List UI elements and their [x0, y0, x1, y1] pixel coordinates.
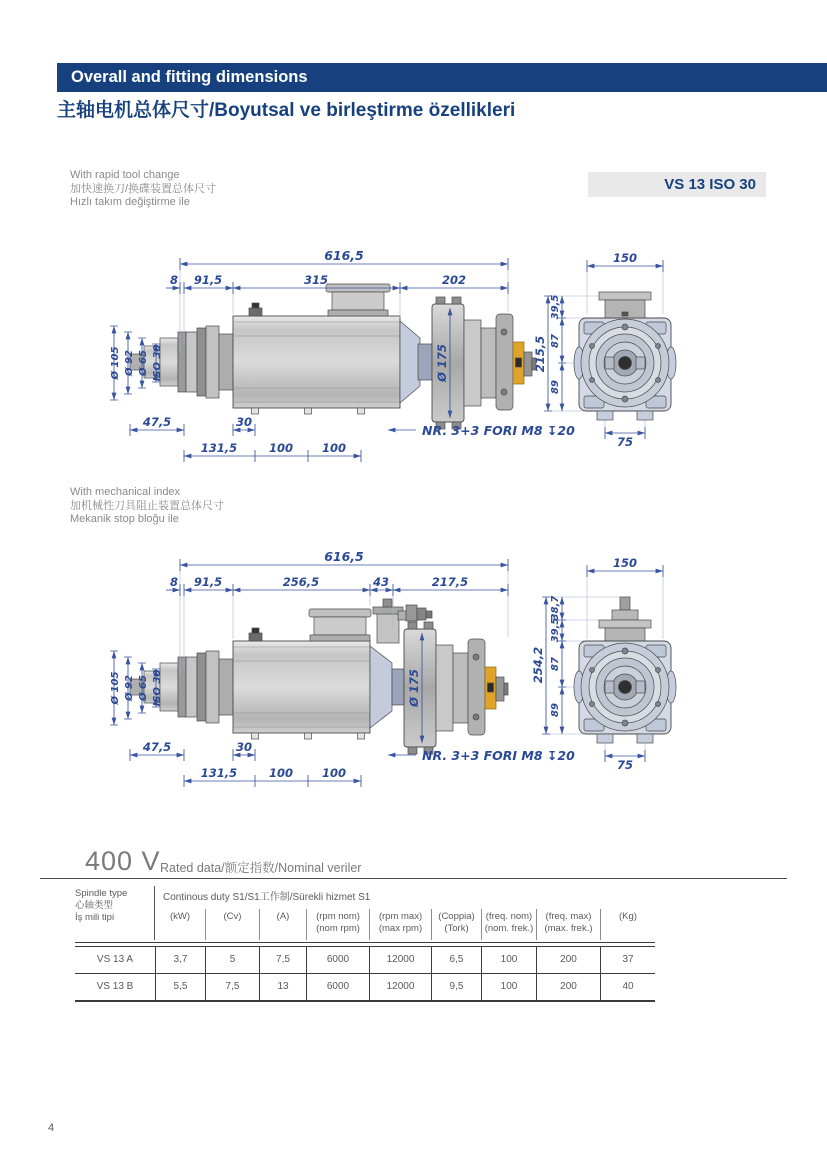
table-row: VS 13 A 3,7 5 7,5 6000 12000 6,5 100 200 37: [75, 947, 655, 974]
side-view-spindle-motor: [130, 599, 508, 754]
dim-base2: 100: [268, 441, 294, 455]
dim-iso30: ISO 30: [152, 344, 163, 382]
dim-front-width: 150: [612, 556, 638, 570]
section-header-bar: [57, 63, 827, 92]
dim-base2: 100: [268, 766, 294, 780]
dim-seg1: 8: [169, 273, 179, 287]
dim-dia175: Ø 175: [407, 669, 421, 707]
col-cv: (Cv): [205, 909, 259, 940]
dim-front-h2: 87: [550, 334, 561, 348]
dim-front-h1: 39,5: [550, 294, 561, 320]
caption-en: With rapid tool change: [70, 169, 180, 181]
dim-front-h2: 87: [550, 657, 561, 671]
caption-tr: Mekanik stop bloğu ile: [70, 513, 179, 525]
caption-en: With mechanical index: [70, 486, 181, 498]
side-view-spindle-motor: [130, 284, 536, 429]
col-a: (A): [259, 909, 306, 940]
page-number: 4: [48, 1122, 55, 1134]
dim-front-foot: 75: [616, 758, 634, 772]
caption-mechanical-index: [70, 486, 224, 527]
col-rpm-nom: (rpm nom) (nom rpm): [306, 909, 369, 940]
dim-seg2: 91,5: [193, 575, 223, 589]
col-kw: (kW): [169, 911, 191, 922]
front-view-spindle-motor: [574, 292, 676, 420]
front-view-spindle-motor: [574, 597, 676, 743]
caption-zh: 加机械性刀具阻止装置总体尺寸: [70, 499, 224, 512]
dim-front-h3: 89: [550, 380, 561, 394]
dim-base1: 131,5: [200, 766, 238, 780]
ratings-table: [75, 886, 655, 1002]
dim-front-h0: 38,7: [550, 595, 561, 621]
section-title: Overall and fitting dimensions: [71, 68, 308, 86]
ratings-title: Rated data/额定指数/Nominal veriler: [160, 861, 362, 875]
col-freq-nom: (freq. nom) (nom. frek.): [481, 909, 536, 940]
dim-base3: 100: [321, 441, 347, 455]
dim-seg4: 202: [441, 273, 467, 287]
dim-seg4: 43: [372, 575, 390, 589]
col-kg: (Kg): [600, 909, 655, 940]
dim-dia65: Ø 65: [138, 350, 149, 376]
duty-header: Continous duty S1/S1工作制/Sürekli hizmet S1: [163, 892, 371, 903]
caption-rapid-tool-change: [70, 169, 216, 210]
drawing-rapid-tool-change: [100, 248, 800, 480]
caption-tr: Hızlı takım değiştirme ile: [70, 196, 190, 208]
mounting-holes: [252, 408, 365, 414]
dim-offset: 30: [235, 415, 253, 429]
model-badge: VS 13 ISO 30: [588, 172, 766, 197]
dim-dia105: Ø 105: [110, 346, 121, 380]
dim-base1: 131,5: [200, 441, 238, 455]
spindle-type-value: VS 13 B: [96, 981, 134, 992]
dim-dia105: Ø 105: [110, 671, 121, 705]
spindle-type-value: VS 13 A: [96, 954, 134, 965]
dim-seg5: 217,5: [431, 575, 469, 589]
dim-dia175: Ø 175: [435, 344, 449, 382]
spindle-type-header: Spindle type 心轴类型 İş mili tipi: [75, 886, 155, 940]
dim-dia92: Ø 92: [124, 675, 135, 701]
col-torque: (Coppia) (Tork): [431, 909, 481, 940]
col-freq-max: (freq. max) (max. frek.): [536, 909, 600, 940]
dim-seg3: 315: [303, 273, 329, 287]
dim-front-total: 215,5: [533, 335, 547, 373]
dim-dia92: Ø 92: [124, 350, 135, 376]
mounting-holes: [252, 733, 365, 739]
ratings-divider: [40, 878, 787, 879]
table-row: VS 13 B 5,5 7,5 13 6000 12000 9,5 100 200 40: [75, 974, 655, 1002]
dim-seg1: 8: [169, 575, 179, 589]
caption-zh: 加快速换刀/换碟装置总体尺寸: [70, 182, 217, 195]
dim-nose: 47,5: [142, 740, 172, 754]
dim-total: 616,5: [324, 549, 364, 564]
dim-iso30: ISO 30: [152, 669, 163, 707]
section-subtitle: 主轴电机总体尺寸/Boyutsal ve birleştirme özellikleri: [57, 100, 516, 121]
dim-base3: 100: [321, 766, 347, 780]
dim-front-foot: 75: [616, 435, 634, 449]
dim-front-h3: 89: [550, 703, 561, 717]
dim-seg3: 256,5: [282, 575, 320, 589]
col-rpm-max: (rpm max) (max rpm): [369, 909, 431, 940]
dim-total: 616,5: [324, 248, 364, 263]
dim-seg2: 91,5: [193, 273, 223, 287]
dim-offset: 30: [235, 740, 253, 754]
voltage-heading: 400 V: [85, 846, 161, 876]
table-header: [75, 886, 655, 940]
dim-front-total: 254,2: [531, 646, 545, 684]
holes-note: NR. 3+3 FORI M8 ↧20: [422, 423, 575, 438]
dim-nose: 47,5: [142, 415, 172, 429]
drawing-mechanical-index: [100, 545, 800, 803]
dim-dia65: Ø 65: [138, 675, 149, 701]
holes-note: NR. 3+3 FORI M8 ↧20: [422, 748, 575, 763]
dim-front-h1: 39,5: [550, 617, 561, 643]
dim-front-width: 150: [612, 251, 638, 265]
